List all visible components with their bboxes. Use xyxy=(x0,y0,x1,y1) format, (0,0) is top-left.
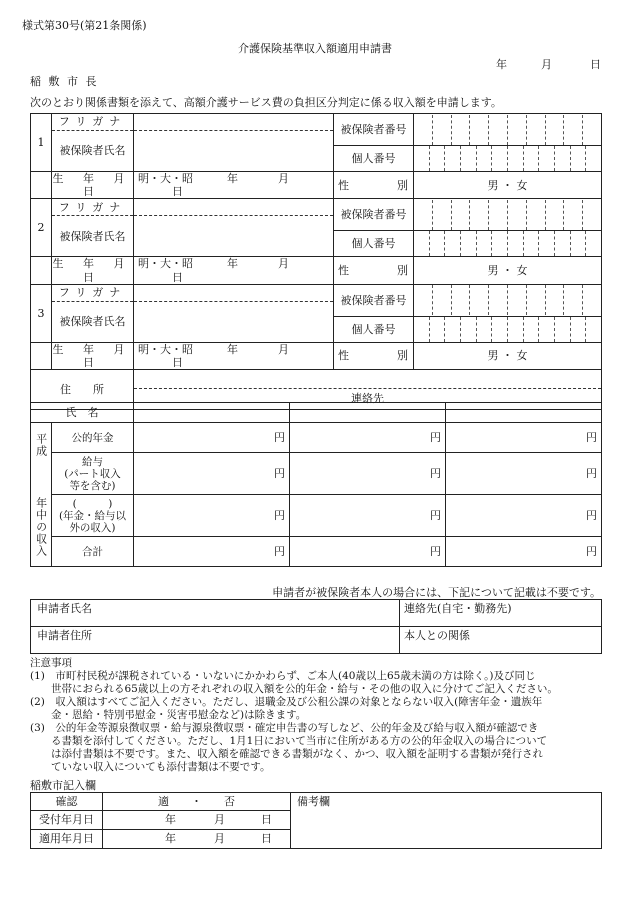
received-date-field[interactable]: 年 月 日 xyxy=(103,811,291,830)
insured-name-field[interactable] xyxy=(134,131,334,172)
income-amount-field[interactable]: 円 xyxy=(134,537,290,567)
date-day: 日 xyxy=(590,58,601,71)
date-month: 月 xyxy=(541,58,552,71)
income-name-label: 氏 名 xyxy=(31,403,134,423)
furigana-label: フリガナ xyxy=(52,284,134,301)
furigana-field[interactable] xyxy=(134,114,334,131)
note-line: ていない収入についても添付書類は不要です。 xyxy=(30,761,271,773)
income-row-label: 公的年金 xyxy=(52,423,134,453)
personal-number-field[interactable] xyxy=(414,146,602,172)
person-index: 3 xyxy=(31,284,52,342)
applicant-relation-label: 本人との関係 xyxy=(404,629,470,642)
remarks-field[interactable] xyxy=(291,793,602,849)
sex-field[interactable]: 男 ・ 女 xyxy=(414,342,602,369)
form-number: 様式第30号(第21条関係) xyxy=(22,19,147,32)
income-amount-field[interactable]: 円 xyxy=(446,537,602,567)
received-date-label: 受付年月日 xyxy=(31,811,103,830)
birth-date-field[interactable]: 明・大・昭 年 月日 xyxy=(134,172,334,199)
furigana-field[interactable] xyxy=(134,284,334,301)
income-amount-field[interactable]: 円 xyxy=(134,495,290,537)
income-amount-field[interactable]: 円 xyxy=(290,537,446,567)
address-label: 住 所 xyxy=(31,370,134,410)
insured-name-field[interactable] xyxy=(134,216,334,257)
insured-name-label: 被保険者氏名 xyxy=(52,131,134,172)
income-table xyxy=(30,402,602,567)
insured-number-label: 被保険者番号 xyxy=(334,199,414,231)
note-line: (1) 市町村民税が課税されている・いないにかかわらず、ご本人(40歳以上65歳未満の方は除く。)及び同じ xyxy=(30,670,536,682)
birth-date-label: 生 年 月 日 xyxy=(52,172,133,199)
note-line: (3) 公的年金等源泉徴収票・給与源泉徴収票・確定申告書の写しなど、公的年金及び給与収入額が確認でき xyxy=(30,722,539,734)
sex-label: 性 別 xyxy=(334,172,414,199)
applicant-table xyxy=(30,599,602,654)
note-line: (2) 収入額はすべてご記入ください。ただし、退職金及び公租公課の対象とならない収入(障害年金・遺族年 xyxy=(30,696,543,708)
applied-date-label: 適用年月日 xyxy=(31,830,103,849)
birth-date-field[interactable]: 明・大・昭 年 月日 xyxy=(134,342,334,369)
applicant-contact-field[interactable] xyxy=(400,600,602,627)
applicant-address-label: 申請者住所 xyxy=(37,629,92,642)
income-name-field-1[interactable] xyxy=(134,403,290,423)
birth-date-label: 生 年 月 日 xyxy=(52,342,133,369)
insured-name-label: 被保険者氏名 xyxy=(52,216,134,257)
personal-number-field[interactable] xyxy=(414,316,602,342)
income-amount-field[interactable]: 円 xyxy=(134,423,290,453)
person-index: 1 xyxy=(31,114,52,172)
remarks-label: 備考欄 xyxy=(297,795,330,808)
notes-section xyxy=(30,657,610,774)
note-line: は添付書類は不要です。また、収入額を確認できる書類がなく、かつ、収入額を証明する書類が発行され xyxy=(30,748,544,760)
applicant-contact-label: 連絡先(自宅・勤務先) xyxy=(404,602,512,615)
notes-heading: 注意事項 xyxy=(30,657,72,669)
income-name-field-2[interactable] xyxy=(290,403,446,423)
income-year-label: 平成 年中の収入 xyxy=(31,423,52,567)
note-line: 金・恩給・特別弔慰金・災害弔慰金など)は除きます。 xyxy=(30,709,307,721)
income-amount-field[interactable]: 円 xyxy=(446,423,602,453)
income-row-label: 給与 (パート収入 等を含む) xyxy=(52,453,134,495)
personal-number-label: 個人番号 xyxy=(334,146,414,172)
addressee: 稲 敷 市 長 xyxy=(30,75,99,88)
confirm-label: 確認 xyxy=(31,793,103,811)
date-year: 年 xyxy=(496,58,507,71)
city-table xyxy=(30,792,602,849)
birth-date-field[interactable]: 明・大・昭 年 月日 xyxy=(134,257,334,284)
note-line: る書類を添付してください。ただし、1月1日において当市に住所がある方の公的年金収入の場合について xyxy=(30,735,548,747)
contact-label: 連絡先 xyxy=(351,392,384,406)
insured-number-field[interactable] xyxy=(414,284,602,316)
person-index: 2 xyxy=(31,199,52,257)
applicant-name-field[interactable] xyxy=(31,600,400,627)
intro-text: 次のとおり関係書類を添えて、高額介護サービス費の負担区分判定に係る収入額を申請します。 xyxy=(30,96,502,109)
applicant-name-label: 申請者氏名 xyxy=(37,602,92,615)
income-name-field-3[interactable] xyxy=(446,403,602,423)
income-amount-field[interactable]: 円 xyxy=(134,453,290,495)
page-title: 介護保険基準収入額適用申請書 xyxy=(238,42,392,55)
sex-field[interactable]: 男 ・ 女 xyxy=(414,172,602,199)
insured-number-label: 被保険者番号 xyxy=(334,284,414,316)
insured-name-label: 被保険者氏名 xyxy=(52,301,134,342)
sex-label: 性 別 xyxy=(334,342,414,369)
furigana-label: フリガナ xyxy=(52,199,134,216)
birth-date-label: 生 年 月 日 xyxy=(52,257,133,284)
personal-number-field[interactable] xyxy=(414,231,602,257)
applicant-relation-field[interactable] xyxy=(400,627,602,654)
confirm-value[interactable]: 適 ・ 否 xyxy=(103,793,291,811)
personal-number-label: 個人番号 xyxy=(334,316,414,342)
note-line: 世帯におられる65歳以上の方それぞれの収入額を公的年金・給与・その他の収入に分けてご記入ください。 xyxy=(30,683,558,695)
sex-label: 性 別 xyxy=(334,257,414,284)
income-row-label: 合計 xyxy=(52,537,134,567)
furigana-field[interactable] xyxy=(134,199,334,216)
applied-date-field[interactable]: 年 月 日 xyxy=(103,830,291,849)
income-amount-field[interactable]: 円 xyxy=(446,453,602,495)
income-amount-field[interactable]: 円 xyxy=(446,495,602,537)
insured-number-field[interactable] xyxy=(414,114,602,146)
applicant-address-field[interactable] xyxy=(31,627,400,654)
income-amount-field[interactable]: 円 xyxy=(290,495,446,537)
personal-number-label: 個人番号 xyxy=(334,231,414,257)
insured-number-label: 被保険者番号 xyxy=(334,114,414,146)
sex-field[interactable]: 男 ・ 女 xyxy=(414,257,602,284)
income-amount-field[interactable]: 円 xyxy=(290,453,446,495)
insured-name-field[interactable] xyxy=(134,301,334,342)
insured-persons-table xyxy=(30,113,602,410)
furigana-label: フリガナ xyxy=(52,114,134,131)
insured-number-field[interactable] xyxy=(414,199,602,231)
applicant-note: 申請者が被保険者本人の場合には、下記について記載は不要です。 xyxy=(272,586,601,599)
income-amount-field[interactable]: 円 xyxy=(290,423,446,453)
city-heading: 稲敷市記入欄 xyxy=(30,779,96,792)
income-row-label: ( ) (年金・給与以 外の収入) xyxy=(52,495,134,537)
